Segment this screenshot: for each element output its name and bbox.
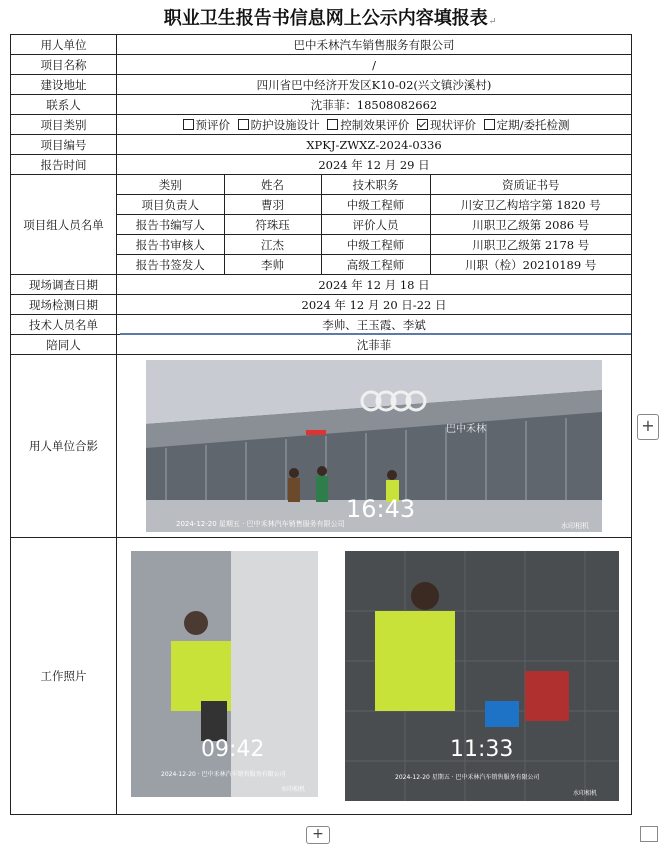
row-tech-staff (11, 315, 632, 335)
photo-time: 16:43 (346, 495, 416, 523)
label-category: 项目类别 (11, 115, 117, 135)
label-tech-staff: 技术人员名单 (11, 315, 117, 335)
value-report-time[interactable]: 2024 年 12 月 29 日 (117, 155, 632, 175)
value-test-date[interactable]: 2024 年 12 月 20 日-22 日 (117, 295, 632, 315)
team-header-title: 技术职务 (321, 175, 430, 195)
team-header-row (117, 175, 631, 195)
team-header-certificate: 资质证书号 (430, 175, 631, 195)
row-address (11, 75, 632, 95)
row-team (11, 175, 632, 275)
team-row (117, 235, 631, 255)
work-photo-2[interactable] (345, 551, 619, 801)
value-companion[interactable]: 沈菲菲 (117, 335, 632, 355)
add-below-button[interactable]: + (306, 826, 330, 844)
team-certificate[interactable]: 川安卫乙构培字第 1820 号 (430, 195, 631, 215)
red-sign (306, 430, 326, 435)
row-group-photo (11, 355, 632, 538)
work-photos-row (119, 551, 629, 801)
row-project-no (11, 135, 632, 155)
work-photo-1[interactable] (131, 551, 318, 797)
worker-head (411, 582, 439, 610)
row-report-time (11, 155, 632, 175)
safety-vest (171, 641, 231, 711)
sign-text: 巴中禾林 (446, 424, 486, 435)
value-address[interactable]: 四川省巴中经济开发区K10-02(兴文镇沙溪村) (117, 75, 632, 95)
option-control-evaluation: 控制效果评价 (340, 117, 410, 132)
team-title[interactable]: 中级工程师 (321, 195, 430, 215)
label-project-no: 项目编号 (11, 135, 117, 155)
row-test-date (11, 295, 632, 315)
team-name[interactable]: 符珠珏 (224, 215, 321, 235)
value-survey-date[interactable]: 2024 年 12 月 18 日 (117, 275, 632, 295)
photo-caption: 2024-12-20 星期五 · 巴中禾林汽车销售服务有限公司 (176, 520, 345, 528)
option-periodic-test: 定期/委托检测 (496, 117, 570, 132)
team-row (117, 255, 631, 275)
team-role: 报告书签发人 (117, 255, 224, 275)
group-photo[interactable] (146, 360, 602, 532)
label-contact: 联系人 (11, 95, 117, 115)
meter (201, 701, 227, 741)
safety-vest (375, 611, 455, 711)
label-team: 项目组人员名单 (11, 175, 117, 275)
team-name[interactable]: 江杰 (224, 235, 321, 255)
option-pre-evaluation: 预评价 (195, 117, 230, 132)
add-row-button[interactable]: + (637, 414, 659, 440)
row-contact (11, 95, 632, 115)
team-name[interactable]: 李帅 (224, 255, 321, 275)
disclosure-form-table (10, 34, 632, 815)
value-employer[interactable]: 巴中禾林汽车销售服务有限公司 (117, 35, 632, 55)
label-test-date: 现场检测日期 (11, 295, 117, 315)
checkbox-periodic-test[interactable] (484, 119, 495, 130)
label-work-photos: 工作照片 (11, 538, 117, 815)
app-watermark: 水印相机 (573, 790, 598, 797)
photo-caption: 2024-12-20 · 巴中禾林汽车销售服务有限公司 (161, 771, 286, 778)
row-category (11, 115, 632, 135)
team-row (117, 195, 631, 215)
photo-caption: 2024-12-20 星期五 · 巴中禾林汽车销售服务有限公司 (395, 774, 540, 781)
value-tech-staff[interactable]: 李帅、王玉霞、李斌 (117, 315, 632, 335)
value-contact[interactable]: 沈菲菲：18508082662 (117, 95, 632, 115)
row-companion (11, 335, 632, 355)
work-photos-cell (117, 538, 632, 815)
team-name[interactable]: 曹羽 (224, 195, 321, 215)
option-status-evaluation: 现状评价 (429, 117, 476, 132)
app-watermark: 水印相机 (281, 786, 306, 793)
team-header-category: 类别 (117, 175, 224, 195)
team-certificate[interactable]: 川职（检）20210189 号 (430, 255, 631, 275)
row-survey-date (11, 275, 632, 295)
label-report-time: 报告时间 (11, 155, 117, 175)
checkbox-status-evaluation[interactable] (417, 119, 428, 130)
team-title[interactable]: 高级工程师 (321, 255, 430, 275)
photo-time: 09:42 (201, 737, 265, 762)
form-title: 职业卫生报告书信息网上公示内容填报表↵ (163, 8, 497, 29)
row-divider-highlight (120, 333, 631, 335)
app-watermark: 水印相机 (561, 522, 589, 530)
row-work-photos (11, 538, 632, 815)
team-certificate[interactable]: 川职卫乙级第 2178 号 (430, 235, 631, 255)
value-project-name[interactable]: / (117, 55, 632, 75)
label-address: 建设地址 (11, 75, 117, 95)
label-group-photo: 用人单位合影 (11, 355, 117, 538)
worker-head (184, 611, 208, 635)
label-employer: 用人单位 (11, 35, 117, 55)
team-role: 报告书审核人 (117, 235, 224, 255)
label-project-name: 项目名称 (11, 55, 117, 75)
team-header-name: 姓名 (224, 175, 321, 195)
checkbox-pre-evaluation[interactable] (183, 119, 194, 130)
checkbox-protection-design[interactable] (238, 119, 249, 130)
label-companion: 陪同人 (11, 335, 117, 355)
checkbox-control-evaluation[interactable] (327, 119, 338, 130)
team-role: 项目负责人 (117, 195, 224, 215)
label-survey-date: 现场调查日期 (11, 275, 117, 295)
team-row (117, 215, 631, 235)
team-role: 报告书编写人 (117, 215, 224, 235)
row-project-name (11, 55, 632, 75)
team-table-cell (117, 175, 632, 275)
row-employer (11, 35, 632, 55)
kneeling-worker (525, 671, 569, 721)
value-project-no[interactable]: XPKJ-ZWXZ-2024-0336 (117, 135, 632, 155)
group-photo-cell (117, 355, 632, 538)
photo-time: 11:33 (450, 737, 514, 762)
category-options (117, 115, 632, 135)
option-protection-design: 防护设施设计 (250, 117, 320, 132)
instrument (485, 701, 519, 727)
team-title[interactable]: 中级工程师 (321, 235, 430, 255)
team-table (117, 175, 631, 274)
team-certificate[interactable]: 川职卫乙级第 2086 号 (430, 215, 631, 235)
team-title[interactable]: 评价人员 (321, 215, 430, 235)
